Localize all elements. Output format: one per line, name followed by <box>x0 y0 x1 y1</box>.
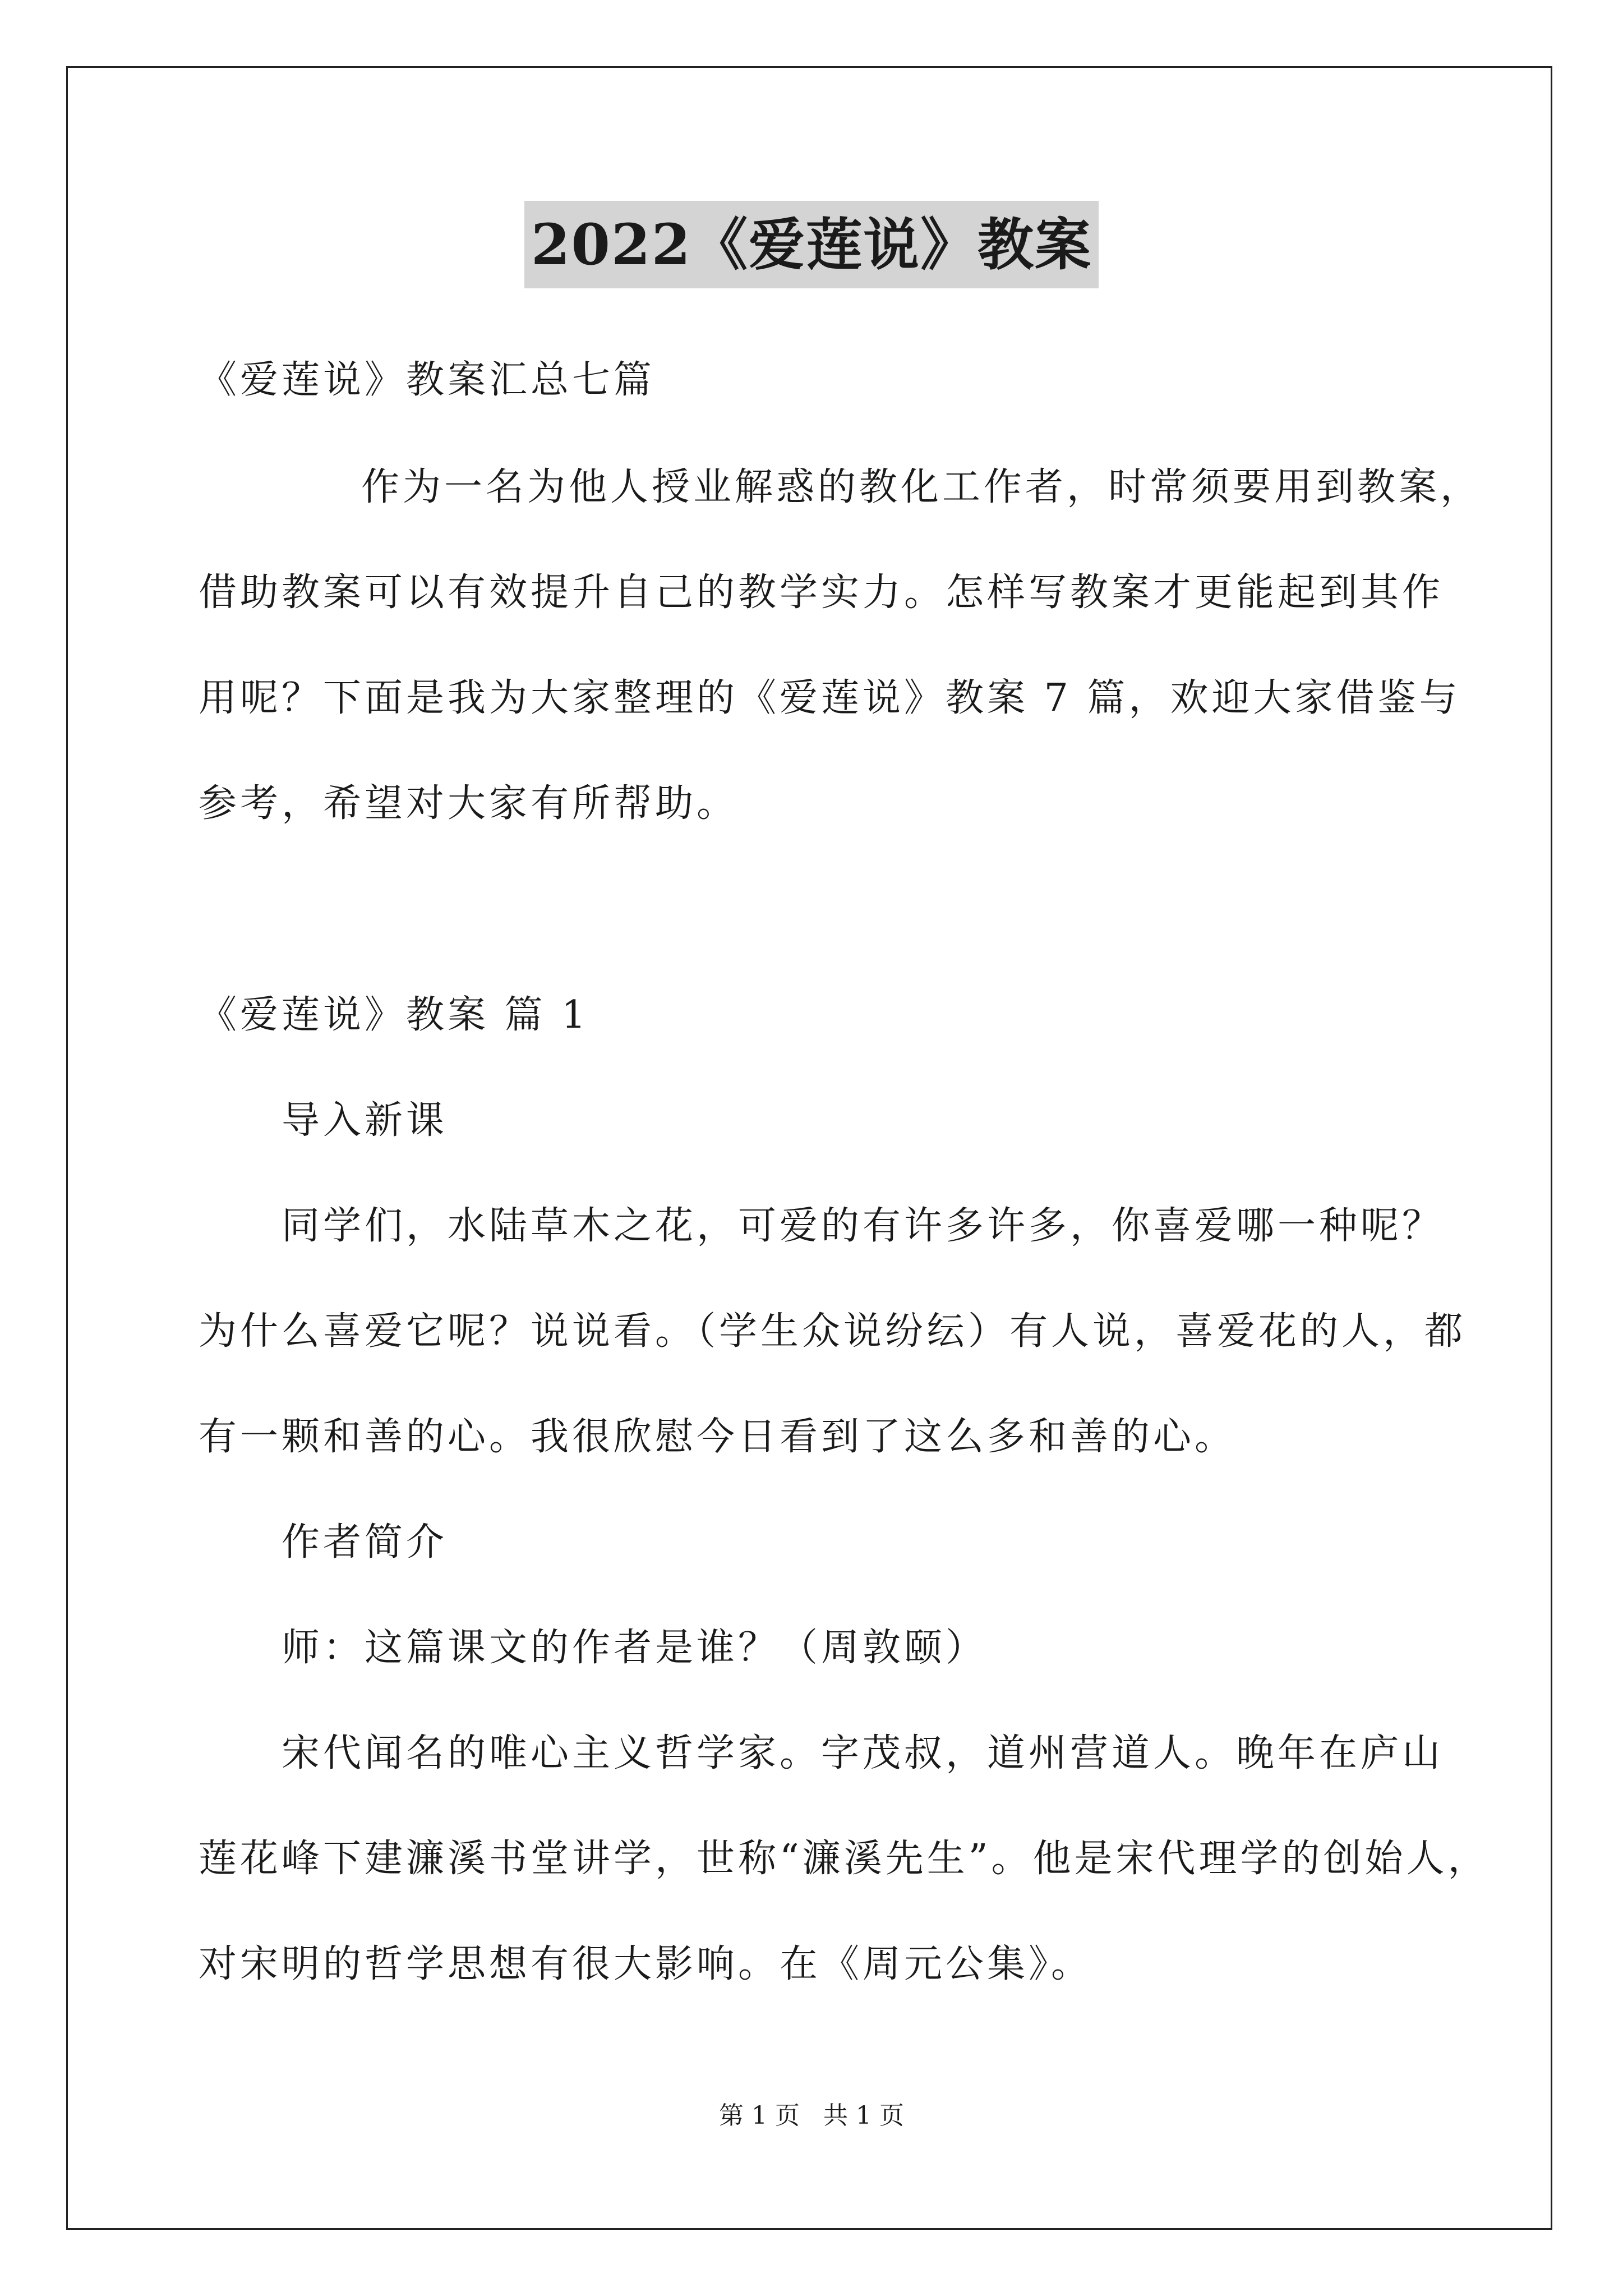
author-line: 宋代闻名的唯心主义哲学家。字茂叔，道州营道人。晚年在庐山 <box>282 1731 1444 1775</box>
page-footer <box>0 2099 1623 2133</box>
lead-in-line: 为什么喜爱它呢？说说看。（学生众说纷纭）有人说，喜爱花的人，都 <box>199 1309 1467 1354</box>
intro-line: 用呢？下面是我为大家整理的《爱莲说》教案 7 篇，欢迎大家借鉴与 <box>199 676 1461 720</box>
lead-in-line: 有一颗和善的心。我很欣慰今日看到了这么多和善的心。 <box>199 1415 1237 1459</box>
lead-in-line: 同学们，水陆草木之花，可爱的有许多许多，你喜爱哪一种呢？ <box>282 1204 1444 1248</box>
intro-line: 借助教案可以有效提升自己的教学实力。怎样写教案才更能起到其作 <box>199 570 1444 615</box>
teacher-question: 师：这篇课文的作者是谁？（周敦颐） <box>282 1626 988 1670</box>
lead-in-heading: 导入新课 <box>282 1098 448 1143</box>
intro-line: 参考，希望对大家有所帮助。 <box>199 781 739 826</box>
section-heading: 《爱莲说》教案 篇 1 <box>199 993 589 1037</box>
document-title: 2022《爱莲说》教案 <box>524 201 1099 288</box>
document-subtitle: 《爱莲说》教案汇总七篇 <box>199 358 656 402</box>
author-line: 莲花峰下建濂溪书堂讲学，世称“濂溪先生”。他是宋代理学的创始人， <box>199 1837 1490 1881</box>
intro-line: 作为一名为他人授业解惑的教化工作者，时常须要用到教案， <box>361 465 1482 509</box>
page-number: 第 1 页 <box>719 2101 800 2130</box>
title-wrap <box>0 201 1623 288</box>
page-total: 共 1 页 <box>823 2101 904 2130</box>
author-line: 对宋明的哲学思想有很大影响。在《周元公集》。 <box>199 1942 1093 1986</box>
author-heading: 作者简介 <box>282 1520 448 1565</box>
